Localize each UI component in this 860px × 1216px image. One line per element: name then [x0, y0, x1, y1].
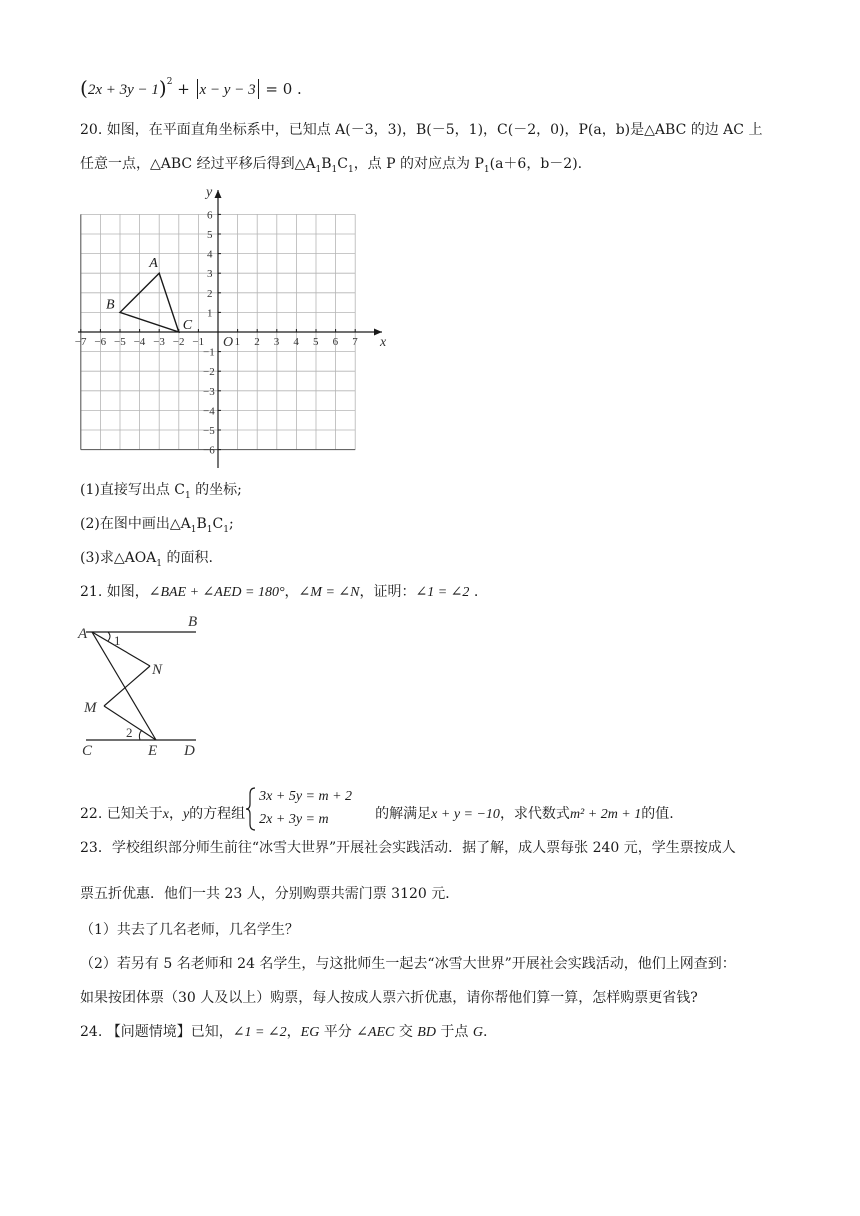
x-tick-label: −2 — [172, 336, 185, 348]
q24-end: 于点 — [435, 1024, 473, 1040]
q21-eq2: ∠M = ∠N — [298, 585, 360, 600]
q24-prefix: 24. 【问题情境】已知， — [80, 1024, 233, 1040]
x-tick-label: 6 — [332, 336, 339, 348]
y-tick-label: −1 — [203, 346, 215, 359]
y-axis-arrow — [215, 190, 222, 198]
y-tick-label: 4 — [207, 248, 213, 261]
x-tick-label: −3 — [153, 336, 165, 348]
q24-cross: 交 — [394, 1024, 418, 1040]
q24-comma: ， — [286, 1024, 301, 1040]
origin-label: O — [223, 335, 234, 350]
triangle-abc — [106, 256, 193, 333]
q20-part2-sub1: 1 — [190, 524, 197, 535]
x-tick-label: −5 — [114, 336, 126, 348]
q21-end: . — [469, 584, 479, 600]
q20-part3-a: (3)求△AOA — [80, 550, 157, 566]
q23-line1: 23．学校组织部分师生前往“冰雪大世界”开展社会实践活动．据了解，成人票每张 240 元，学生票按成人 — [80, 840, 736, 856]
equation-top: $(2x + 3y - 1)^2 + x - y - 3 = 0$ . — [80, 76, 302, 100]
q22-mid: 的方程组 — [189, 806, 246, 822]
q23-part2: （2）若另有 5 名老师和 24 名学生，与这批师生一起去“冰雪大世界”开展社会实践活动，他们上网查到： — [80, 956, 736, 972]
q20-part2 — [80, 514, 234, 540]
q21-eq3: ∠1 = ∠2 — [415, 585, 470, 600]
q24-mid: 平分 — [319, 1024, 357, 1040]
y-tick-label: −2 — [203, 366, 215, 379]
q20-part2-b: B — [196, 516, 207, 532]
y-tick-label: −5 — [203, 425, 215, 437]
x-tick-label: −4 — [133, 336, 146, 348]
q20-part1-b: 的坐标; — [190, 482, 242, 498]
x-tick-label: −6 — [94, 336, 107, 348]
y-tick-label: 1 — [207, 307, 213, 320]
q20-part2-sub3: 1 — [223, 524, 229, 535]
q24-dot: . — [483, 1024, 488, 1040]
q22-var-x: x — [162, 807, 169, 822]
q21-sep: ， — [284, 584, 299, 600]
y-tick-label: −6 — [203, 444, 215, 457]
q20-sub-c1: 1 — [347, 164, 354, 175]
q24-bd: BD — [417, 1025, 436, 1040]
y-tick-label: −3 — [203, 385, 215, 398]
q20-part2-d: ; — [228, 516, 234, 532]
grid-tick-labels — [75, 185, 387, 457]
q20-line2 — [80, 154, 582, 180]
label-angle-2: 2 — [126, 725, 133, 740]
q22-after: 的解满足 — [375, 806, 432, 822]
q22-ask: ，求代数式 — [499, 806, 570, 822]
grid-axes — [78, 190, 382, 468]
q23-line2: 票五折优惠．他们一共 23 人，分别购票共需门票 3120 元． — [80, 886, 460, 902]
q24-angle: ∠AEC — [356, 1025, 395, 1040]
x-tick-label: 7 — [352, 336, 358, 348]
eq-top-tail: = 0 . — [260, 80, 302, 98]
q22-equation-system — [245, 786, 375, 832]
q20-part3-sub: 1 — [156, 558, 163, 569]
eq-top-abs: x − y − 3 — [199, 82, 256, 98]
x-tick-label: 4 — [293, 336, 299, 348]
q20-line1: 20. 如图，在平面直角坐标系中，已知点 A(－3，3)，B(－5，1)，C(－2，0)，P(a，b)是△ABC 的边 AC 上 — [80, 122, 763, 138]
x-axis-label: x — [380, 335, 387, 350]
x-tick-label: 1 — [234, 336, 241, 348]
label-angle-1: 1 — [114, 633, 121, 648]
q24-eg: EG — [300, 1025, 320, 1040]
q20-line2-b: B — [321, 156, 332, 172]
q22-statement — [80, 786, 674, 832]
q20-line2-c: C — [337, 156, 348, 172]
x-tick-label: −7 — [74, 336, 87, 348]
point-label-a: A — [149, 256, 158, 272]
point-label-b: B — [106, 297, 115, 313]
y-tick-label: −4 — [203, 405, 215, 418]
q21-prefix: 21. 如图， — [80, 584, 149, 600]
y-axis-label: y — [206, 185, 213, 200]
q20-part2-sub2: 1 — [206, 524, 213, 535]
q20-sub-b1: 1 — [331, 164, 338, 175]
q22-end: 的值. — [641, 806, 674, 822]
q22-cond: x + y = −10 — [431, 807, 500, 822]
x-tick-label: 2 — [254, 336, 260, 348]
eq-top-plus: + — [172, 80, 195, 98]
q20-part1 — [80, 480, 242, 506]
q22-comma: ， — [168, 806, 183, 822]
q24-g: G — [472, 1025, 483, 1040]
q22-prefix: 22. 已知关于 — [80, 806, 163, 822]
q20-line2-d: ，点 P 的对应点为 P — [353, 156, 484, 172]
label-d: D — [184, 743, 195, 759]
q20-sub-p1: 1 — [483, 164, 490, 175]
label-e: E — [148, 743, 158, 759]
q20-line2-a: 任意一点，△ABC 经过平移后得到△A — [80, 156, 316, 172]
q24-eq1: ∠1 = ∠2 — [232, 1025, 287, 1040]
label-c: C — [82, 743, 93, 759]
q22-eq-b: 2x + 3y = m — [259, 812, 329, 827]
q23-part2-cont: 如果按团体票（30 人及以上）购票，每人按成人票六折优惠，请你帮他们算一算，怎样购票更省钱? — [80, 990, 698, 1006]
q20-part1-sub: 1 — [185, 490, 191, 501]
q21-statement — [80, 582, 478, 603]
parallel-lines-figure — [74, 608, 214, 760]
q22-expr: m² + 2m + 1 — [569, 807, 642, 822]
x-tick-label: 3 — [273, 336, 280, 348]
y-tick-label: 5 — [207, 229, 213, 241]
label-a: A — [78, 626, 88, 642]
q21-eq1: ∠BAE + ∠AED = 180° — [148, 585, 285, 600]
q24-statement — [80, 1022, 487, 1043]
q22-var-y: y — [182, 807, 190, 822]
label-n: N — [152, 662, 163, 678]
q20-part2-a: (2)在图中画出△A — [80, 516, 191, 532]
coordinate-grid-figure — [70, 180, 400, 470]
q21-mid: ，证明： — [359, 584, 416, 600]
x-tick-label: 5 — [313, 336, 319, 348]
q20-sub-a1: 1 — [315, 164, 322, 175]
q20-part3-b: 的面积. — [162, 550, 213, 566]
eq-top-sup: 2 — [166, 77, 173, 87]
point-label-c: C — [182, 318, 193, 333]
q23-part1: （1）共去了几名老师，几名学生？ — [80, 922, 299, 938]
y-tick-label: 3 — [207, 268, 213, 281]
q20-part3 — [80, 548, 213, 574]
q20-part2-c: C — [212, 516, 224, 532]
q20-line2-e: (a＋6，b－2). — [489, 156, 583, 172]
label-m: M — [84, 700, 97, 716]
q20-part1-a: (1)直接写出点 C — [80, 482, 185, 498]
eq-top-left: 2x + 3y − 1 — [87, 82, 159, 98]
q22-eq-a: 3x + 5y = m + 2 — [259, 789, 353, 804]
x-tick-label: −1 — [192, 336, 205, 348]
y-tick-label: 2 — [207, 287, 213, 300]
y-tick-label: 6 — [207, 209, 213, 222]
label-b: B — [188, 614, 198, 630]
triangle-outline — [120, 273, 179, 332]
